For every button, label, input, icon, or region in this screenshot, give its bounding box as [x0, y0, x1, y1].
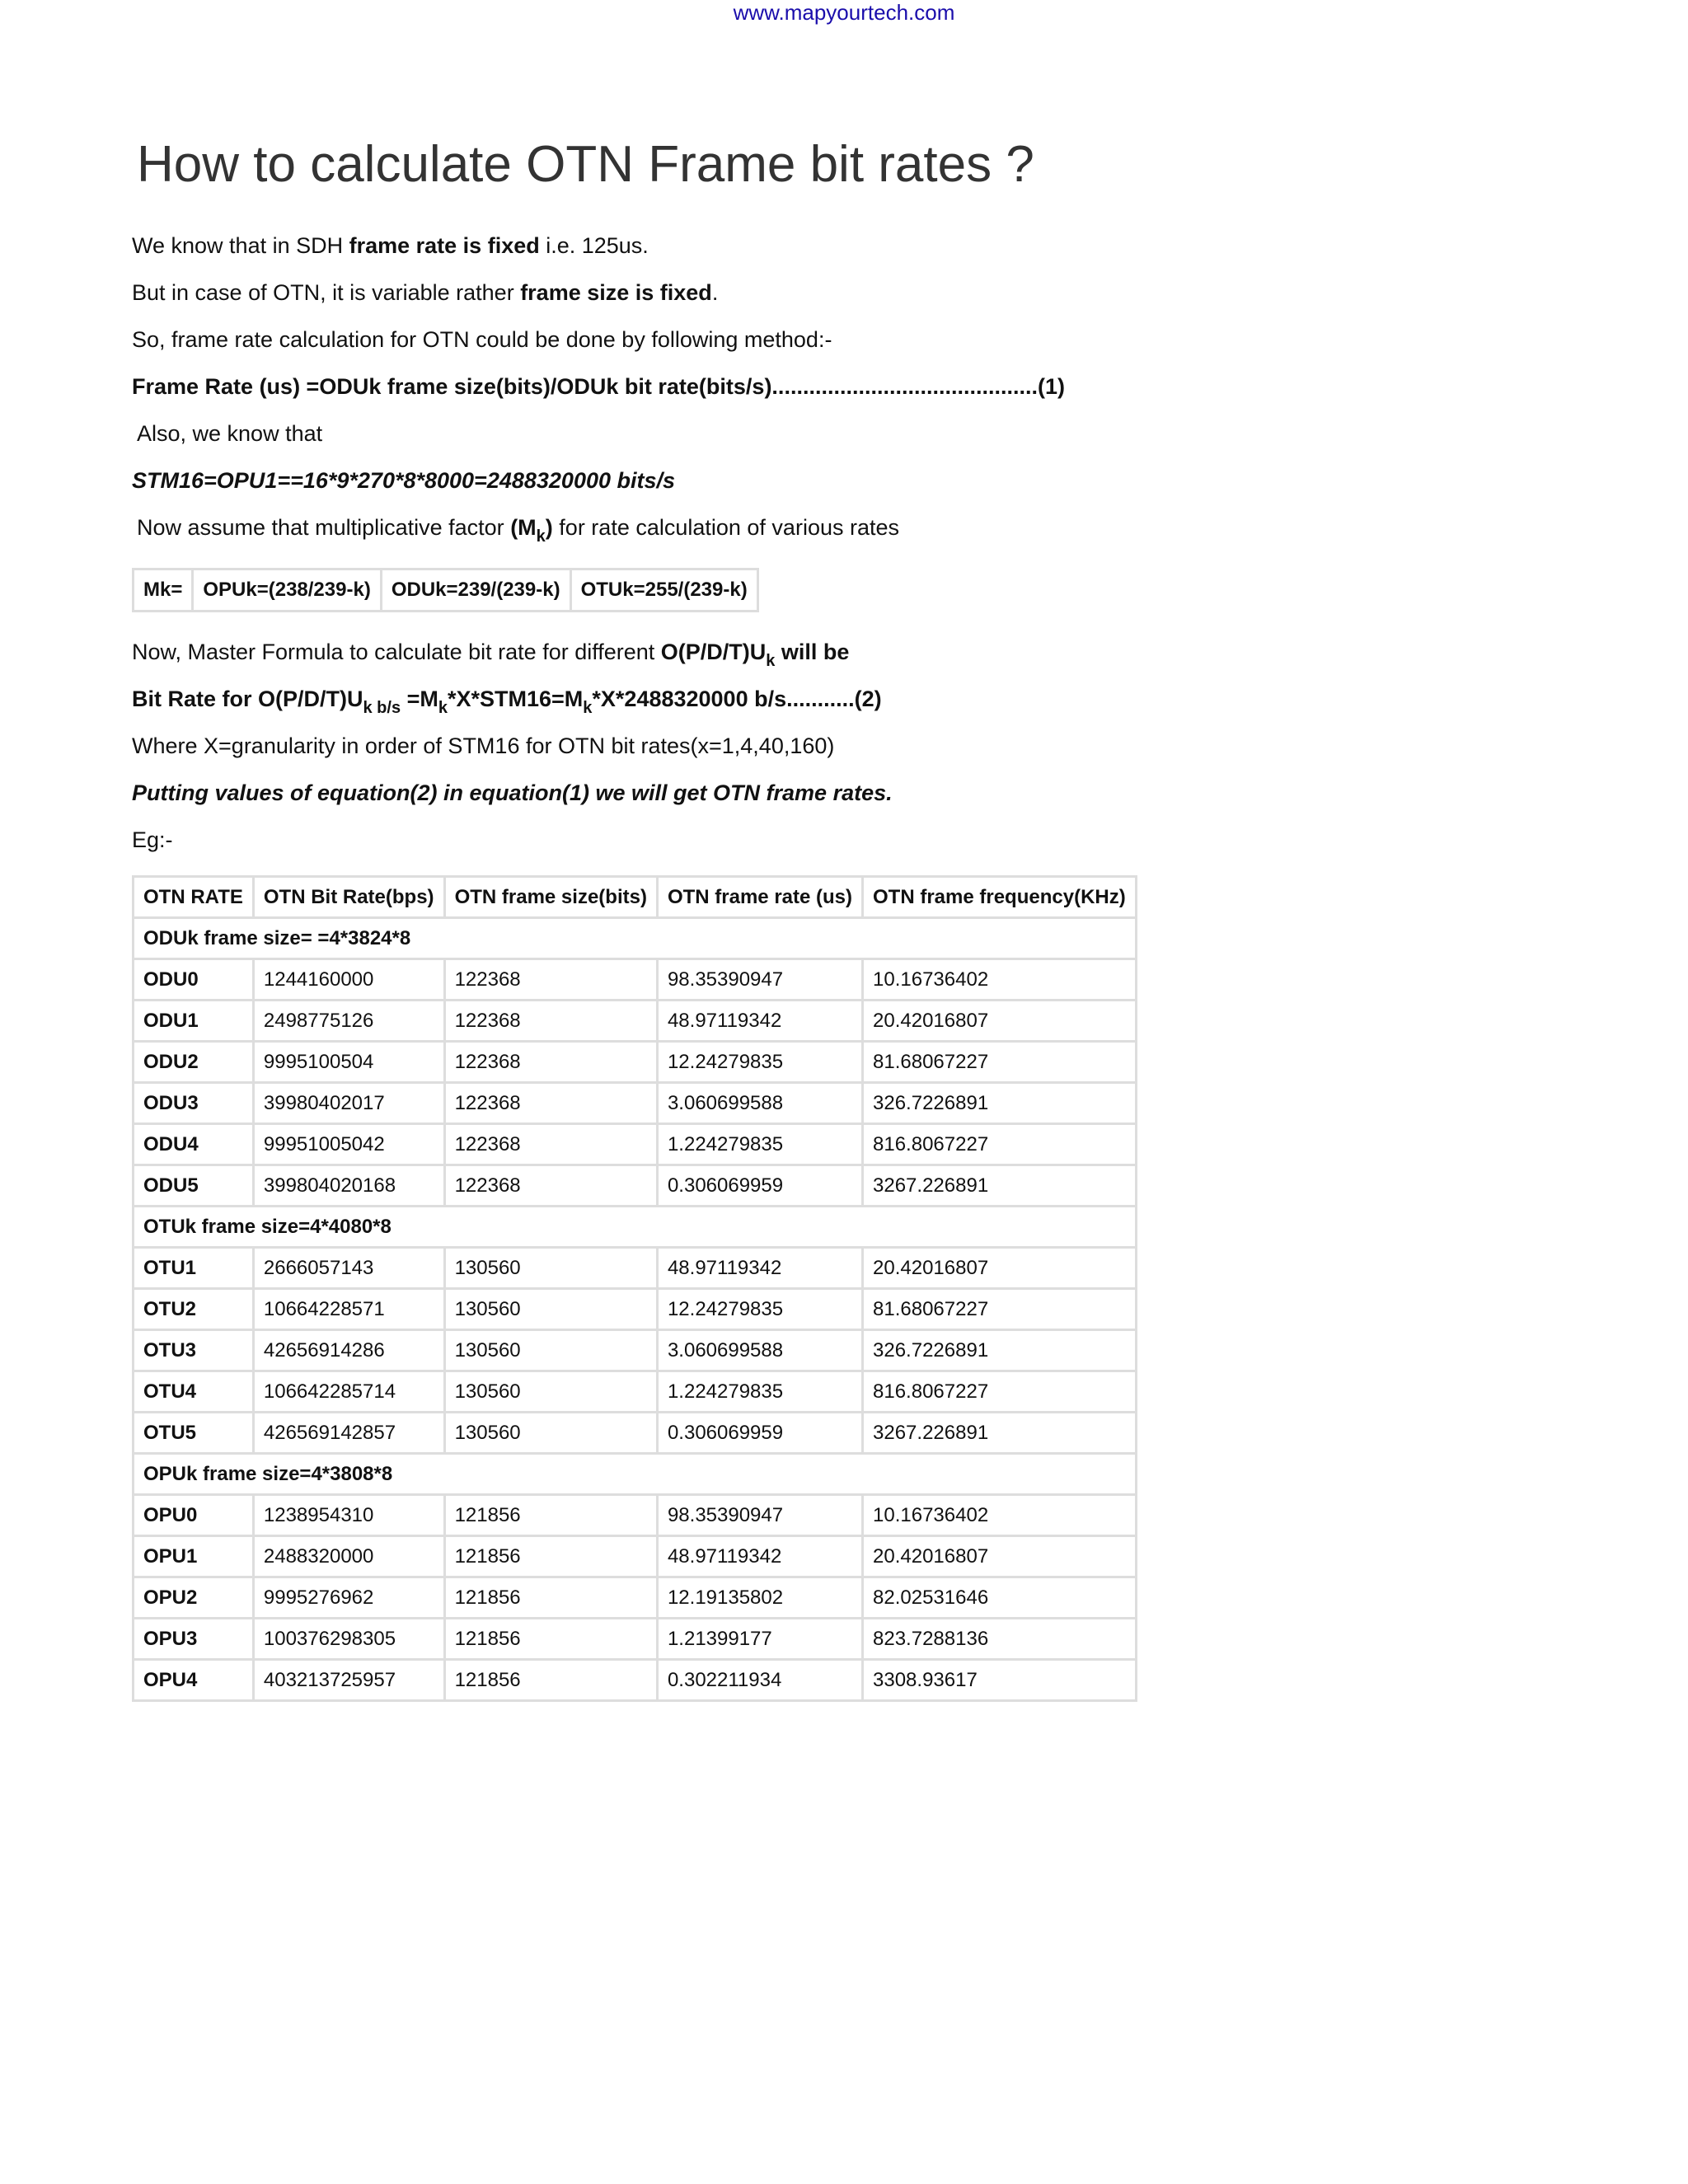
- table-section-row: [134, 1207, 1137, 1248]
- table-cell: 122368: [444, 1042, 657, 1083]
- paragraph-otn: But in case of OTN, it is variable rather frame size is fixed.: [132, 280, 719, 305]
- table-cell: 122368: [444, 1124, 657, 1165]
- table-row-label: OTU2: [134, 1289, 254, 1330]
- table-cell: 20.42016807: [863, 1536, 1137, 1577]
- table-cell: 20.42016807: [863, 1001, 1137, 1042]
- table-cell: 9995100504: [253, 1042, 444, 1083]
- table-row: [134, 1083, 1137, 1124]
- table-section-row: [134, 918, 1137, 959]
- table-cell: 81.68067227: [863, 1289, 1137, 1330]
- table-row: [134, 1371, 1137, 1413]
- mk-cell: OPUk=(238/239-k): [193, 569, 381, 612]
- table-row: [134, 1577, 1137, 1619]
- table-row-label: OPU3: [134, 1619, 254, 1660]
- paragraph-putting: Putting values of equation(2) in equation(1) we will get OTN frame rates.: [132, 780, 893, 805]
- table-row-label: OTU3: [134, 1330, 254, 1371]
- table-cell: 130560: [444, 1371, 657, 1413]
- table-row: [134, 1042, 1137, 1083]
- mk-cell: Mk=: [134, 569, 193, 612]
- table-row-label: OPU2: [134, 1577, 254, 1619]
- table-row: [134, 1289, 1137, 1330]
- paragraph-also: Also, we know that: [137, 421, 323, 446]
- table-cell: 403213725957: [253, 1660, 444, 1701]
- paragraph-mk: Now assume that multiplicative factor $(M_k)$ for rate calculation of various rates: [137, 515, 899, 546]
- table-cell: 12.24279835: [657, 1042, 862, 1083]
- table-cell: 816.8067227: [863, 1124, 1137, 1165]
- table-section-title: ODUk frame size= =4*3824*8: [134, 918, 1137, 959]
- table-cell: 130560: [444, 1289, 657, 1330]
- table-row: [134, 1619, 1137, 1660]
- paragraph-master-formula: Now, Master Formula to calculate bit rate for different $O(P/D/T)U_k$ will be: [132, 640, 850, 670]
- table-cell: 48.97119342: [657, 1536, 862, 1577]
- table-cell: 10664228571: [253, 1289, 444, 1330]
- table-cell: 121856: [444, 1577, 657, 1619]
- table-cell: 82.02531646: [863, 1577, 1137, 1619]
- table-cell: 399804020168: [253, 1165, 444, 1207]
- table-cell: 3308.93617: [863, 1660, 1137, 1701]
- table-cell: 2488320000: [253, 1536, 444, 1577]
- table-cell: 121856: [444, 1536, 657, 1577]
- table-cell: 3.060699588: [657, 1083, 862, 1124]
- table-header-cell: OTN frame frequency(KHz): [863, 877, 1137, 918]
- formula-bit-rate: Bit Rate for $O(P/D/T)U_{k b/s} =M_k*X*STM16=M_k*X*2488320000$ b/s...........(2): [132, 687, 882, 717]
- table-cell: 122368: [444, 1083, 657, 1124]
- paragraph-eg: Eg:-: [132, 827, 173, 852]
- table-row: [134, 1165, 1137, 1207]
- mk-table-row: [134, 569, 758, 612]
- table-row-label: OPU0: [134, 1495, 254, 1536]
- table-row-label: OTU4: [134, 1371, 254, 1413]
- table-cell: 326.7226891: [863, 1330, 1137, 1371]
- table-cell: 106642285714: [253, 1371, 444, 1413]
- table-cell: 3.060699588: [657, 1330, 862, 1371]
- table-row-label: ODU3: [134, 1083, 254, 1124]
- table-cell: 121856: [444, 1495, 657, 1536]
- table-row: [134, 1001, 1137, 1042]
- table-section-title: OTUk frame size=4*4080*8: [134, 1207, 1137, 1248]
- table-row-label: OPU4: [134, 1660, 254, 1701]
- table-row-label: OTU5: [134, 1413, 254, 1454]
- table-cell: 2666057143: [253, 1248, 444, 1289]
- mk-cell: ODUk=239/(239-k): [381, 569, 570, 612]
- table-cell: 98.35390947: [657, 959, 862, 1001]
- table-cell: 9995276962: [253, 1577, 444, 1619]
- table-row: [134, 1536, 1137, 1577]
- table-section-title: OPUk frame size=4*3808*8: [134, 1454, 1137, 1495]
- table-cell: 1.21399177: [657, 1619, 862, 1660]
- table-cell: 1244160000: [253, 959, 444, 1001]
- table-row-label: OTU1: [134, 1248, 254, 1289]
- table-row: [134, 959, 1137, 1001]
- table-cell: 20.42016807: [863, 1248, 1137, 1289]
- table-cell: 122368: [444, 1165, 657, 1207]
- table-section-row: [134, 1454, 1137, 1495]
- table-cell: 42656914286: [253, 1330, 444, 1371]
- table-cell: 10.16736402: [863, 1495, 1137, 1536]
- table-cell: 0.302211934: [657, 1660, 862, 1701]
- table-cell: 2498775126: [253, 1001, 444, 1042]
- table-header-cell: OTN RATE: [134, 877, 254, 918]
- paragraph-method: So, frame rate calculation for OTN could be done by following method:-: [132, 327, 832, 352]
- table-row-label: ODU2: [134, 1042, 254, 1083]
- table-header-cell: OTN frame rate (us): [657, 877, 862, 918]
- table-cell: 12.19135802: [657, 1577, 862, 1619]
- table-cell: 130560: [444, 1413, 657, 1454]
- site-link[interactable]: www.mapyourtech.com: [733, 0, 955, 25]
- table-cell: 122368: [444, 959, 657, 1001]
- mk-table: [132, 568, 759, 612]
- formula-stm16: STM16=OPU1==16*9*270*8*8000=2488320000 bits/s: [132, 468, 676, 493]
- table-cell: 1.224279835: [657, 1124, 862, 1165]
- article: [132, 132, 1533, 1702]
- table-row: [134, 1248, 1137, 1289]
- table-row-label: ODU5: [134, 1165, 254, 1207]
- table-row-label: ODU0: [134, 959, 254, 1001]
- table-cell: 823.7288136: [863, 1619, 1137, 1660]
- table-cell: 816.8067227: [863, 1371, 1137, 1413]
- table-cell: 98.35390947: [657, 1495, 862, 1536]
- otn-rates-table: [132, 875, 1137, 1702]
- paragraph-granularity: Where X=granularity in order of STM16 for OTN bit rates(x=1,4,40,160): [132, 733, 835, 758]
- table-cell: 48.97119342: [657, 1248, 862, 1289]
- table-row: [134, 1330, 1137, 1371]
- table-header-cell: OTN frame size(bits): [444, 877, 657, 918]
- table-cell: 0.306069959: [657, 1413, 862, 1454]
- table-row: [134, 1413, 1137, 1454]
- table-row: [134, 1495, 1137, 1536]
- table-cell: 130560: [444, 1248, 657, 1289]
- table-row-label: ODU4: [134, 1124, 254, 1165]
- table-cell: 12.24279835: [657, 1289, 862, 1330]
- table-cell: 122368: [444, 1001, 657, 1042]
- table-cell: 1238954310: [253, 1495, 444, 1536]
- table-cell: 81.68067227: [863, 1042, 1137, 1083]
- table-cell: 1.224279835: [657, 1371, 862, 1413]
- formula-frame-rate: Frame Rate (us) =ODUk frame size(bits)/ODUk bit rate(bits/s)...........................................(1): [132, 374, 1065, 399]
- table-cell: 99951005042: [253, 1124, 444, 1165]
- page-title: How to calculate OTN Frame bit rates ?: [137, 136, 1034, 193]
- table-header-cell: OTN Bit Rate(bps): [253, 877, 444, 918]
- table-cell: 100376298305: [253, 1619, 444, 1660]
- table-cell: 326.7226891: [863, 1083, 1137, 1124]
- table-row-label: OPU1: [134, 1536, 254, 1577]
- table-cell: 121856: [444, 1619, 657, 1660]
- table-cell: 10.16736402: [863, 959, 1137, 1001]
- table-cell: 3267.226891: [863, 1413, 1137, 1454]
- table-header-row: [134, 877, 1137, 918]
- table-cell: 0.306069959: [657, 1165, 862, 1207]
- table-cell: 48.97119342: [657, 1001, 862, 1042]
- table-cell: 426569142857: [253, 1413, 444, 1454]
- table-cell: 39980402017: [253, 1083, 444, 1124]
- table-cell: 121856: [444, 1660, 657, 1701]
- paragraph-sdh: We know that in SDH frame rate is fixed i.e. 125us.: [132, 233, 649, 258]
- table-row: [134, 1660, 1137, 1701]
- table-cell: 3267.226891: [863, 1165, 1137, 1207]
- mk-cell: OTUk=255/(239-k): [570, 569, 757, 612]
- table-row-label: ODU1: [134, 1001, 254, 1042]
- table-cell: 130560: [444, 1330, 657, 1371]
- table-row: [134, 1124, 1137, 1165]
